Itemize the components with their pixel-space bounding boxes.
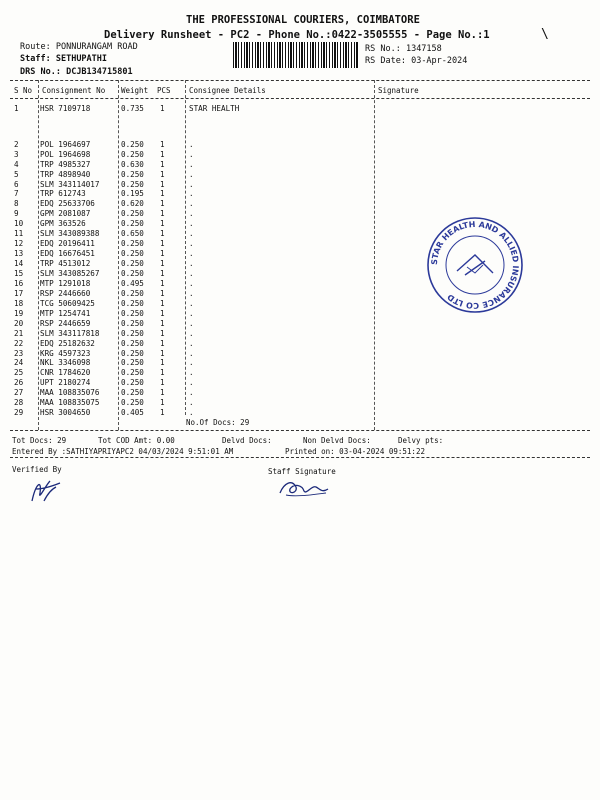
drs-line bbox=[20, 67, 133, 77]
row-pcs: 1 bbox=[160, 339, 165, 348]
row-weight: 0.405 bbox=[121, 408, 144, 417]
verified-signature bbox=[26, 475, 66, 507]
row-sno: 17 bbox=[14, 289, 24, 298]
no-of-docs: No.Of Docs: 29 bbox=[186, 418, 250, 427]
row-consignment-no: SLM 343089388 bbox=[40, 229, 100, 238]
row-consignment-no: TRP 4898940 bbox=[40, 170, 91, 179]
staff-label: Staff: bbox=[20, 54, 51, 64]
row-consignment-no: EDQ 16676451 bbox=[40, 249, 95, 258]
staff-value: SETHUPATHI bbox=[55, 54, 108, 64]
col-divider-pcs bbox=[185, 80, 186, 415]
row-sno: 10 bbox=[14, 219, 24, 228]
company-stamp bbox=[425, 215, 525, 315]
row-weight: 0.250 bbox=[121, 140, 144, 149]
row-consignment-no: TRP 4985327 bbox=[40, 160, 91, 169]
row-weight: 0.250 bbox=[121, 349, 144, 358]
row-sno: 28 bbox=[14, 398, 24, 407]
row-weight: 0.250 bbox=[121, 239, 144, 248]
row-consignee: . bbox=[189, 150, 194, 159]
col-header-pcs: PCS bbox=[157, 86, 171, 95]
staff-signature-label: Staff Signature bbox=[268, 467, 336, 476]
tot-cod-amt: Tot COD Amt: 0.00 bbox=[98, 436, 175, 445]
col-divider-consignee bbox=[374, 80, 375, 430]
row-consignment-no: GPM 363526 bbox=[40, 219, 86, 228]
route-label: Route: bbox=[20, 42, 51, 52]
col-header-signature: Signature bbox=[378, 86, 419, 95]
row-consignment-no: UPT 2180274 bbox=[40, 378, 91, 387]
row-pcs: 1 bbox=[160, 104, 165, 113]
row-pcs: 1 bbox=[160, 329, 165, 338]
row-consignee: . bbox=[189, 170, 194, 179]
verified-by-label: Verified By bbox=[12, 465, 62, 474]
footer-rule bbox=[10, 457, 590, 458]
row-consignment-no: MTP 1291018 bbox=[40, 279, 91, 288]
row-consignee: . bbox=[189, 209, 194, 218]
row-sno: 2 bbox=[14, 140, 19, 149]
row-consignment-no: HSR 7109718 bbox=[40, 104, 91, 113]
row-sno: 29 bbox=[14, 408, 24, 417]
row-sno: 1 bbox=[14, 104, 19, 113]
row-weight: 0.250 bbox=[121, 209, 144, 218]
row-pcs: 1 bbox=[160, 289, 165, 298]
row-consignee: . bbox=[189, 289, 194, 298]
rs-no-line bbox=[365, 44, 442, 54]
row-weight: 0.735 bbox=[121, 104, 144, 113]
row-consignment-no: RSP 2446660 bbox=[40, 289, 91, 298]
row-pcs: 1 bbox=[160, 388, 165, 397]
row-consignment-no: KRG 4597323 bbox=[40, 349, 91, 358]
row-pcs: 1 bbox=[160, 378, 165, 387]
row-consignment-no: EDQ 25182632 bbox=[40, 339, 95, 348]
row-sno: 18 bbox=[14, 299, 24, 308]
row-pcs: 1 bbox=[160, 349, 165, 358]
row-pcs: 1 bbox=[160, 239, 165, 248]
staff-signature bbox=[276, 477, 336, 499]
company-name: THE PROFESSIONAL COURIERS, COIMBATORE bbox=[186, 14, 420, 26]
row-sno: 20 bbox=[14, 319, 24, 328]
row-weight: 0.250 bbox=[121, 219, 144, 228]
row-consignee: STAR HEALTH bbox=[189, 104, 240, 113]
row-consignment-no: SLM 343085267 bbox=[40, 269, 100, 278]
staff-line bbox=[20, 54, 107, 64]
row-pcs: 1 bbox=[160, 199, 165, 208]
row-consignee: . bbox=[189, 358, 194, 367]
row-weight: 0.250 bbox=[121, 259, 144, 268]
row-sno: 4 bbox=[14, 160, 19, 169]
row-consignee: . bbox=[189, 199, 194, 208]
row-pcs: 1 bbox=[160, 279, 165, 288]
row-pcs: 1 bbox=[160, 180, 165, 189]
rs-no-value: 1347158 bbox=[405, 44, 442, 54]
row-weight: 0.250 bbox=[121, 378, 144, 387]
row-consignment-no: POL 1964697 bbox=[40, 140, 91, 149]
barcode bbox=[233, 42, 359, 68]
row-weight: 0.250 bbox=[121, 309, 144, 318]
row-pcs: 1 bbox=[160, 249, 165, 258]
row-pcs: 1 bbox=[160, 358, 165, 367]
row-consignee: . bbox=[189, 189, 194, 198]
row-sno: 11 bbox=[14, 229, 24, 238]
row-consignment-no: TCG 50609425 bbox=[40, 299, 95, 308]
row-consignee: . bbox=[189, 239, 194, 248]
row-weight: 0.250 bbox=[121, 150, 144, 159]
row-consignee: . bbox=[189, 368, 194, 377]
col-divider-consignment bbox=[118, 80, 119, 430]
row-consignment-no: SLM 343117818 bbox=[40, 329, 100, 338]
row-weight: 0.250 bbox=[121, 358, 144, 367]
row-pcs: 1 bbox=[160, 140, 165, 149]
row-consignment-no: EDQ 25633706 bbox=[40, 199, 95, 208]
row-consignee: . bbox=[189, 339, 194, 348]
row-pcs: 1 bbox=[160, 299, 165, 308]
row-weight: 0.250 bbox=[121, 269, 144, 278]
runsheet-subtitle: Delivery Runsheet - PC2 - Phone No.:0422-3505555 - Page No.:1 bbox=[104, 29, 490, 41]
row-pcs: 1 bbox=[160, 269, 165, 278]
row-consignment-no: POL 1964698 bbox=[40, 150, 91, 159]
row-consignee: . bbox=[189, 140, 194, 149]
row-consignee: . bbox=[189, 309, 194, 318]
row-consignee: . bbox=[189, 388, 194, 397]
col-header-consignment: Consignment No bbox=[42, 86, 106, 95]
row-sno: 15 bbox=[14, 269, 24, 278]
row-sno: 16 bbox=[14, 279, 24, 288]
route-line bbox=[20, 42, 138, 52]
row-pcs: 1 bbox=[160, 319, 165, 328]
row-sno: 7 bbox=[14, 189, 19, 198]
row-consignment-no: GPM 2081087 bbox=[40, 209, 91, 218]
row-weight: 0.250 bbox=[121, 299, 144, 308]
row-sno: 14 bbox=[14, 259, 24, 268]
row-consignee: . bbox=[189, 319, 194, 328]
row-consignment-no: NKL 3346098 bbox=[40, 358, 91, 367]
table-top-rule bbox=[10, 80, 590, 81]
non-delvd-docs: Non Delvd Docs: bbox=[303, 436, 371, 445]
row-weight: 0.250 bbox=[121, 319, 144, 328]
row-pcs: 1 bbox=[160, 209, 165, 218]
col-divider-sno bbox=[38, 80, 39, 430]
rs-date-line bbox=[365, 56, 467, 66]
entered-by: Entered By :SATHIYAPRIYAPC2 04/03/2024 9:51:01 AM bbox=[12, 447, 234, 456]
row-consignment-no: MAA 108835076 bbox=[40, 388, 100, 397]
row-weight: 0.250 bbox=[121, 398, 144, 407]
row-sno: 27 bbox=[14, 388, 24, 397]
row-sno: 23 bbox=[14, 349, 24, 358]
row-consignee: . bbox=[189, 349, 194, 358]
row-pcs: 1 bbox=[160, 408, 165, 417]
col-header-consignee: Consignee Details bbox=[189, 86, 266, 95]
row-sno: 12 bbox=[14, 239, 24, 248]
row-weight: 0.630 bbox=[121, 160, 144, 169]
delvd-docs: Delvd Docs: bbox=[222, 436, 272, 445]
row-pcs: 1 bbox=[160, 259, 165, 268]
row-consignment-no: EDQ 20196411 bbox=[40, 239, 95, 248]
row-pcs: 1 bbox=[160, 309, 165, 318]
rs-date-value: 03-Apr-2024 bbox=[411, 56, 468, 66]
row-consignee: . bbox=[189, 408, 194, 417]
drs-value: DCJB134715801 bbox=[66, 67, 133, 77]
row-pcs: 1 bbox=[160, 189, 165, 198]
row-pcs: 1 bbox=[160, 160, 165, 169]
stamp-text: STAR HEALTH AND ALLIED INSURANCE CO LTD bbox=[429, 219, 521, 311]
row-consignee: . bbox=[189, 299, 194, 308]
row-consignee: . bbox=[189, 160, 194, 169]
row-sno: 5 bbox=[14, 170, 19, 179]
row-weight: 0.250 bbox=[121, 388, 144, 397]
row-consignee: . bbox=[189, 269, 194, 278]
row-pcs: 1 bbox=[160, 219, 165, 228]
row-weight: 0.620 bbox=[121, 199, 144, 208]
row-consignment-no: TRP 612743 bbox=[40, 189, 86, 198]
row-weight: 0.250 bbox=[121, 368, 144, 377]
row-consignee: . bbox=[189, 259, 194, 268]
row-consignment-no: TRP 4513012 bbox=[40, 259, 91, 268]
row-weight: 0.250 bbox=[121, 180, 144, 189]
row-weight: 0.495 bbox=[121, 279, 144, 288]
row-weight: 0.250 bbox=[121, 249, 144, 258]
row-consignee: . bbox=[189, 378, 194, 387]
row-sno: 21 bbox=[14, 329, 24, 338]
row-sno: 3 bbox=[14, 150, 19, 159]
rs-date-label: RS Date: bbox=[365, 56, 406, 66]
row-consignment-no: HSR 3004650 bbox=[40, 408, 91, 417]
row-consignment-no: MTP 1254741 bbox=[40, 309, 91, 318]
row-sno: 9 bbox=[14, 209, 19, 218]
row-pcs: 1 bbox=[160, 150, 165, 159]
tot-docs: Tot Docs: 29 bbox=[12, 436, 67, 445]
row-consignment-no: CNR 1784620 bbox=[40, 368, 91, 377]
row-sno: 22 bbox=[14, 339, 24, 348]
route-value: PONNURANGAM ROAD bbox=[55, 42, 138, 52]
row-weight: 0.195 bbox=[121, 189, 144, 198]
rs-no-label: RS No.: bbox=[365, 44, 401, 54]
row-consignee: . bbox=[189, 279, 194, 288]
row-consignee: . bbox=[189, 329, 194, 338]
row-consignee: . bbox=[189, 229, 194, 238]
row-consignee: . bbox=[189, 398, 194, 407]
row-sno: 24 bbox=[14, 358, 24, 367]
row-sno: 19 bbox=[14, 309, 24, 318]
col-header-sno: S No bbox=[14, 86, 33, 95]
table-header-rule bbox=[10, 98, 590, 99]
row-pcs: 1 bbox=[160, 229, 165, 238]
row-consignment-no: MAA 108835075 bbox=[40, 398, 100, 407]
row-sno: 13 bbox=[14, 249, 24, 258]
corner-mark: \ bbox=[541, 27, 549, 42]
row-pcs: 1 bbox=[160, 368, 165, 377]
drs-label: DRS No.: bbox=[20, 67, 61, 77]
row-sno: 25 bbox=[14, 368, 24, 377]
row-consignment-no: SLM 343114017 bbox=[40, 180, 100, 189]
row-consignment-no: RSP 2446659 bbox=[40, 319, 91, 328]
row-sno: 6 bbox=[14, 180, 19, 189]
row-weight: 0.250 bbox=[121, 329, 144, 338]
row-weight: 0.250 bbox=[121, 289, 144, 298]
row-weight: 0.250 bbox=[121, 170, 144, 179]
row-consignee: . bbox=[189, 219, 194, 228]
delvy-pts: Delvy pts: bbox=[398, 436, 444, 445]
row-consignee: . bbox=[189, 180, 194, 189]
printed-on: Printed on: 03-04-2024 09:51:22 bbox=[285, 447, 425, 456]
row-pcs: 1 bbox=[160, 170, 165, 179]
row-sno: 26 bbox=[14, 378, 24, 387]
row-weight: 0.650 bbox=[121, 229, 144, 238]
col-header-weight: Weight bbox=[121, 86, 149, 95]
row-weight: 0.250 bbox=[121, 339, 144, 348]
row-sno: 8 bbox=[14, 199, 19, 208]
row-consignee: . bbox=[189, 249, 194, 258]
row-pcs: 1 bbox=[160, 398, 165, 407]
table-bottom-rule bbox=[10, 430, 590, 431]
